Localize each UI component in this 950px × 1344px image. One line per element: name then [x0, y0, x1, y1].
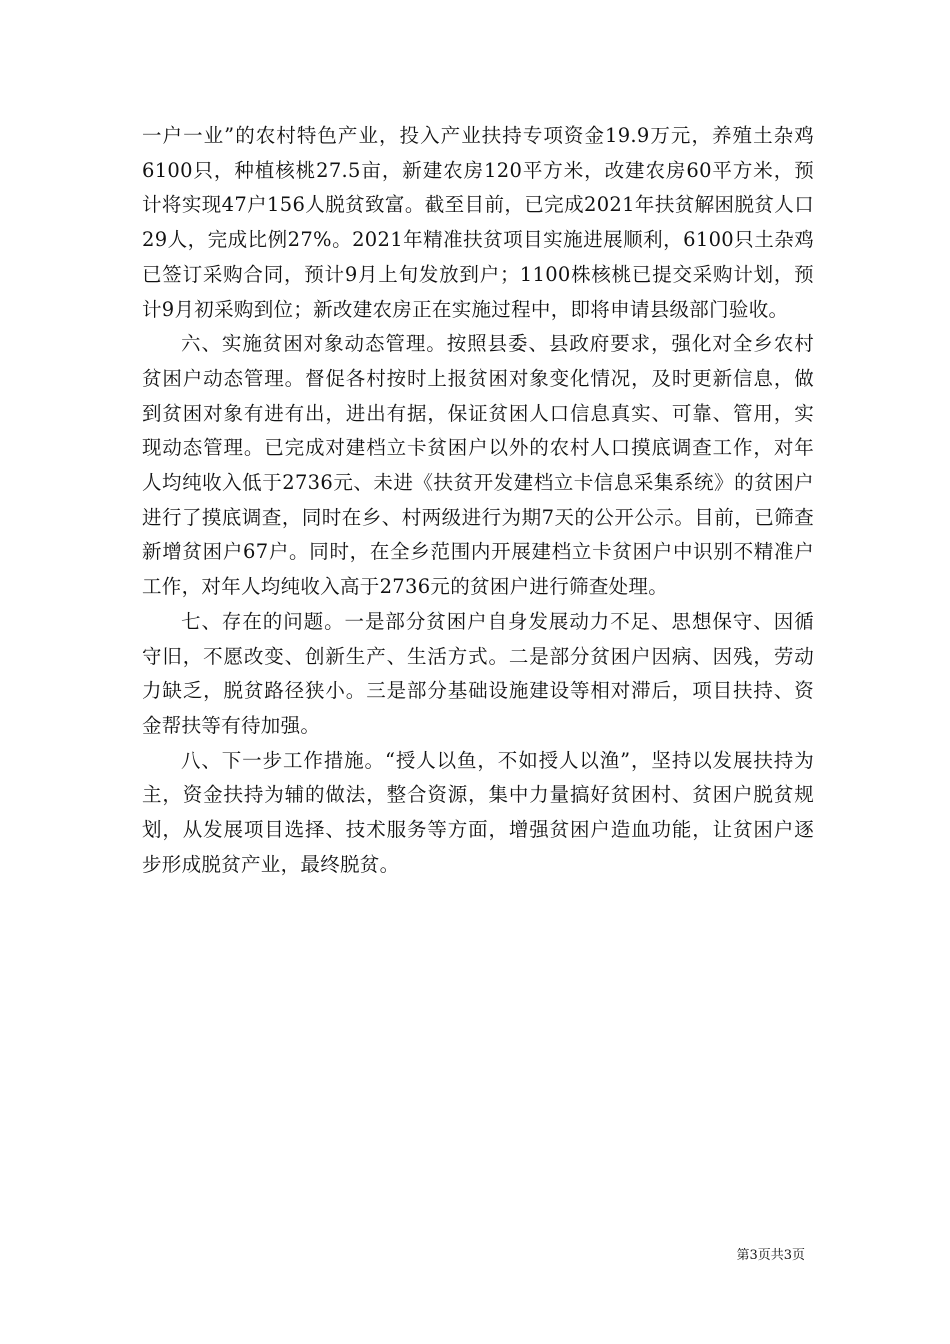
page-number: 第3页共3页 — [736, 1248, 805, 1263]
document-body — [142, 119, 814, 882]
paragraph-section-seven: 七、存在的问题。一是部分贫困户自身发展动力不足、思想保守、因循守旧，不愿改变、创新生产、生活方式。二是部分贫困户因病、因残，劳动力缺乏，脱贫路径狭小。三是部分基础设施建设等相对滞后，项目扶持、资金帮扶等有待加强。 — [142, 609, 814, 737]
paragraph-section-eight: 八、下一步工作措施。“授人以鱼，不如授人以渔”，坚持以发展扶持为主，资金扶持为辅的做法，整合资源，集中力量搞好贫困村、贫困户脱贫规划，从发展项目选择、技术服务等方面，增强贫困户造血功能，让贫困户逐步形成脱贫产业，最终脱贫。 — [142, 748, 814, 876]
paragraph-section-six: 六、实施贫困对象动态管理。按照县委、县政府要求，强化对全乡农村贫困户动态管理。督促各村按时上报贫困对象变化情况，及时更新信息，做到贫困对象有进有出，进出有据，保证贫困人口信息真实、可靠、管用，实现动态管理。已完成对建档立卡贫困户以外的农村人口摸底调查工作，对年人均纯收入低于2736元、未进《扶贫开发建档立卡信息采集系统》的贫困户进行了摸底调查，同时在乡、村两级进行为期7天的公开公示。目前，已筛查新增贫困户67户。同时，在全乡范围内开展建档立卡贫困户中识别不精准户工作，对年人均纯收入高于2736元的贫困户进行筛查处理。 — [142, 332, 814, 599]
paragraph-continuation: 一户一业”的农村特色产业，投入产业扶持专项资金19.9万元，养殖土杂鸡6100只，种植核桃27.5亩，新建农房120平方米，改建农房60平方米，预计将实现47户156人脱贫致富。截至目前，已完成2021年扶贫解困脱贫人口29人，完成比例27%。2021年精准扶贫项目实施进展顺利，6100只土杂鸡已签订采购合同，预计9月上旬发放到户；1100株核桃已提交采购计划，预计9月初采购到位；新改建农房正在实施过程中，即将申请县级部门验收。 — [142, 124, 814, 321]
